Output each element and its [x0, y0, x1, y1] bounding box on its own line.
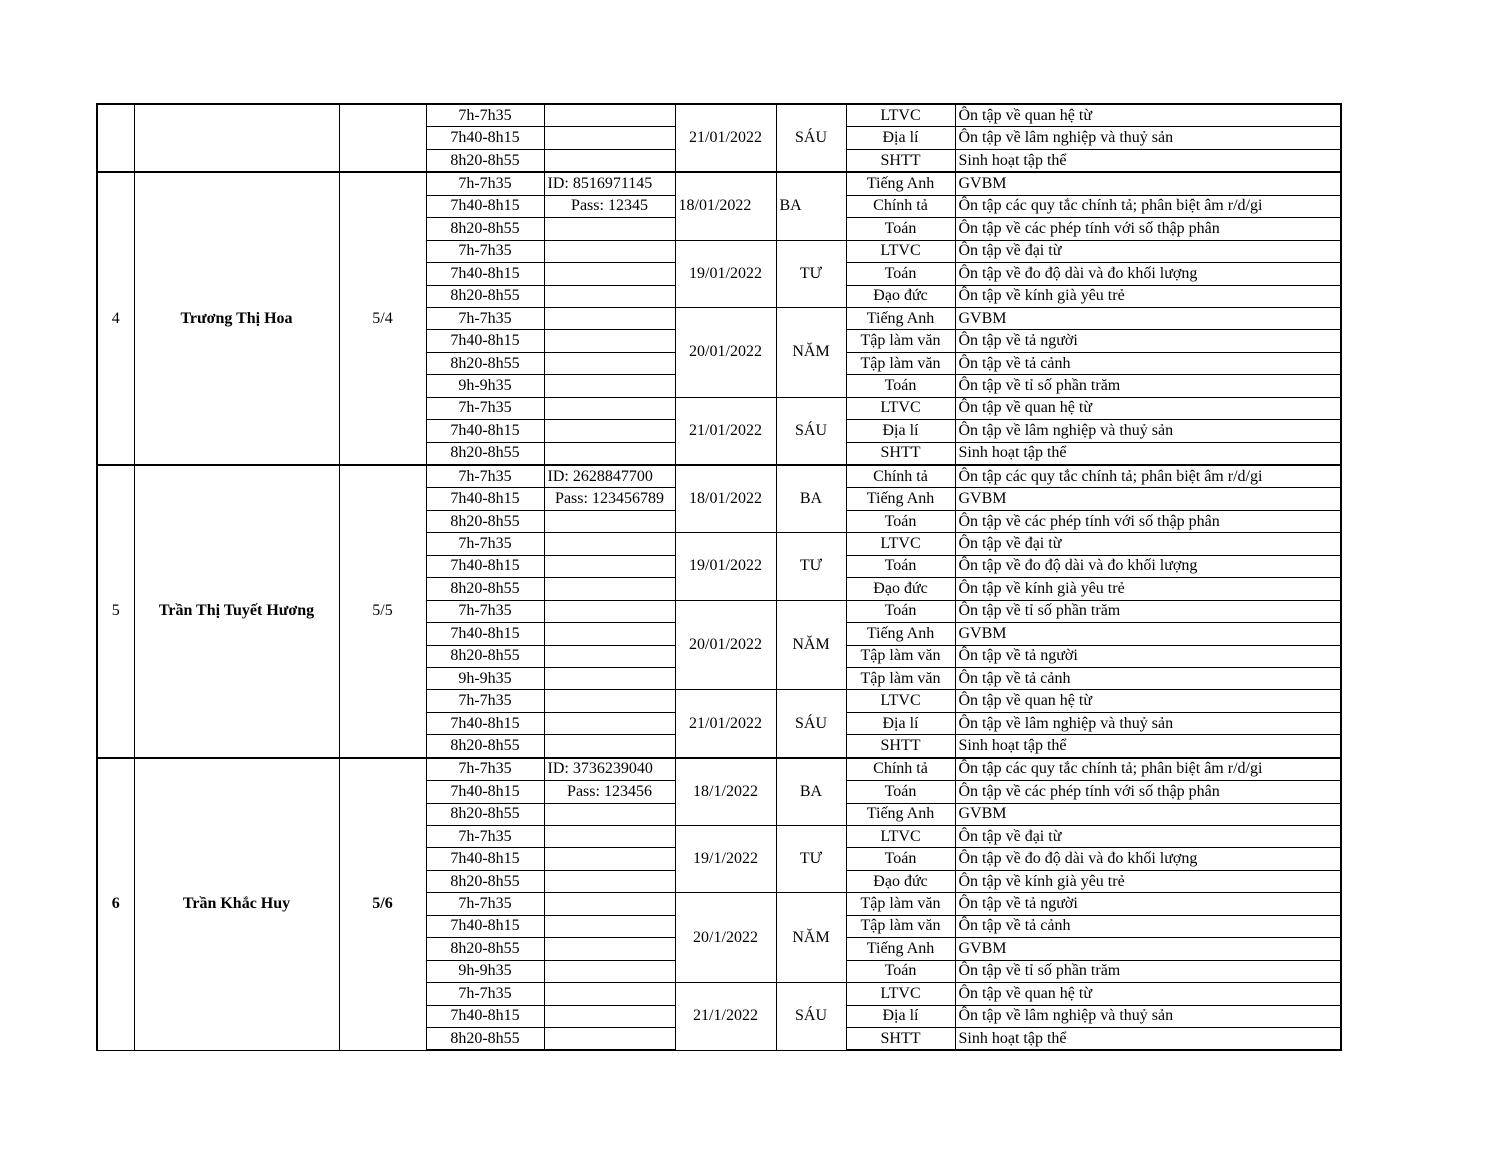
meeting-info-cell	[544, 938, 675, 960]
subject-cell: SHTT	[846, 149, 955, 172]
subject-cell: Tập làm văn	[846, 645, 955, 667]
lesson-content-cell: Ôn tập về lâm nghiệp và thuỷ sản	[955, 712, 1341, 734]
time-cell: 7h-7h35	[426, 307, 544, 329]
stt-cell: 6	[97, 758, 134, 1051]
teacher-name-cell: Trần Thị Tuyết Hương	[134, 465, 339, 758]
meeting-info-cell: Pass: 123456	[544, 781, 675, 803]
date-cell: 18/01/2022	[675, 465, 776, 533]
weekday-cell: BA	[776, 465, 846, 533]
meeting-info-cell	[544, 803, 675, 825]
subject-cell: Tiếng Anh	[846, 488, 955, 510]
date-cell: 19/01/2022	[675, 533, 776, 600]
subject-cell: Tiếng Anh	[846, 307, 955, 329]
lesson-content-cell: Ôn tập các quy tắc chính tả; phân biệt âm r/d/gi	[955, 465, 1341, 488]
lesson-content-cell: Ôn tập về các phép tính với số thập phân	[955, 510, 1341, 532]
meeting-info-cell	[544, 104, 675, 127]
meeting-info-cell	[544, 127, 675, 149]
lesson-content-cell: Ôn tập về kính già yêu trẻ	[955, 285, 1341, 307]
lesson-content-cell: Ôn tập về đại từ	[955, 533, 1341, 555]
meeting-info-cell	[544, 397, 675, 419]
lesson-content-cell: Ôn tập về lâm nghiệp và thuỷ sản	[955, 420, 1341, 442]
time-cell: 7h40-8h15	[426, 848, 544, 870]
table-row	[97, 465, 1341, 488]
time-cell: 8h20-8h55	[426, 218, 544, 240]
lesson-content-cell: GVBM	[955, 803, 1341, 825]
time-cell: 8h20-8h55	[426, 645, 544, 667]
meeting-info-cell	[544, 848, 675, 870]
subject-cell: Địa lí	[846, 1005, 955, 1027]
meeting-info-cell	[544, 375, 675, 397]
time-cell: 9h-9h35	[426, 375, 544, 397]
meeting-info-cell	[544, 893, 675, 915]
lesson-content-cell: Ôn tập về tả cảnh	[955, 352, 1341, 374]
time-cell: 7h40-8h15	[426, 330, 544, 352]
class-cell: 5/4	[339, 172, 426, 465]
time-cell: 8h20-8h55	[426, 938, 544, 960]
time-cell: 7h-7h35	[426, 172, 544, 195]
time-cell: 7h-7h35	[426, 465, 544, 488]
date-cell: 21/01/2022	[675, 104, 776, 172]
subject-cell: Địa lí	[846, 420, 955, 442]
time-cell: 7h40-8h15	[426, 555, 544, 577]
time-cell: 7h40-8h15	[426, 195, 544, 217]
meeting-info-cell: Pass: 123456789	[544, 488, 675, 510]
teacher-name-cell: Trần Khắc Huy	[134, 758, 339, 1051]
date-cell: 20/1/2022	[675, 893, 776, 983]
subject-cell: Tập làm văn	[846, 352, 955, 374]
meeting-info-cell	[544, 352, 675, 374]
time-cell: 7h40-8h15	[426, 1005, 544, 1027]
time-cell: 7h-7h35	[426, 240, 544, 262]
subject-cell: LTVC	[846, 104, 955, 127]
lesson-content-cell: Ôn tập về đại từ	[955, 826, 1341, 848]
weekday-cell: TƯ	[776, 826, 846, 893]
meeting-info-cell	[544, 915, 675, 937]
lesson-content-cell: Ôn tập các quy tắc chính tả; phân biệt âm r/d/gi	[955, 195, 1341, 217]
subject-cell: Tiếng Anh	[846, 172, 955, 195]
lesson-content-cell: Ôn tập về tả người	[955, 893, 1341, 915]
lesson-content-cell: Ôn tập các quy tắc chính tả; phân biệt âm r/d/gi	[955, 758, 1341, 781]
lesson-content-cell: Ôn tập về các phép tính với số thập phân	[955, 218, 1341, 240]
weekday-cell: BA	[776, 172, 846, 240]
meeting-info-cell	[544, 149, 675, 172]
schedule-body	[97, 104, 1341, 1050]
lesson-content-cell: Ôn tập về tỉ số phần trăm	[955, 960, 1341, 982]
meeting-info-cell	[544, 1027, 675, 1050]
meeting-info-cell	[544, 263, 675, 285]
subject-cell: Tập làm văn	[846, 330, 955, 352]
weekday-cell: NĂM	[776, 893, 846, 983]
weekday-cell: NĂM	[776, 307, 846, 397]
meeting-info-cell	[544, 1005, 675, 1027]
lesson-content-cell: Ôn tập về tả người	[955, 330, 1341, 352]
weekday-cell: NĂM	[776, 600, 846, 690]
lesson-content-cell: Ôn tập về tỉ số phần trăm	[955, 600, 1341, 622]
schedule-table	[96, 103, 1342, 1051]
time-cell: 7h-7h35	[426, 758, 544, 781]
weekday-cell: SÁU	[776, 690, 846, 758]
meeting-info-cell	[544, 578, 675, 600]
subject-cell: Chính tả	[846, 758, 955, 781]
lesson-content-cell: Ôn tập về đo độ dài và đo khối lượng	[955, 555, 1341, 577]
time-cell: 8h20-8h55	[426, 735, 544, 758]
table-row	[97, 758, 1341, 781]
lesson-content-cell: Ôn tập về đo độ dài và đo khối lượng	[955, 848, 1341, 870]
date-cell: 21/1/2022	[675, 983, 776, 1051]
subject-cell: LTVC	[846, 983, 955, 1005]
subject-cell: Địa lí	[846, 127, 955, 149]
date-cell: 20/01/2022	[675, 600, 776, 690]
meeting-info-cell	[544, 645, 675, 667]
time-cell: 8h20-8h55	[426, 442, 544, 465]
time-cell: 7h40-8h15	[426, 712, 544, 734]
lesson-content-cell: Ôn tập về tỉ số phần trăm	[955, 375, 1341, 397]
date-cell: 18/1/2022	[675, 758, 776, 826]
lesson-content-cell: Ôn tập về kính già yêu trẻ	[955, 578, 1341, 600]
stt-cell: 5	[97, 465, 134, 758]
meeting-info-cell	[544, 330, 675, 352]
subject-cell: LTVC	[846, 240, 955, 262]
subject-cell: Tiếng Anh	[846, 623, 955, 645]
meeting-info-cell	[544, 555, 675, 577]
time-cell: 9h-9h35	[426, 667, 544, 689]
subject-cell: Tiếng Anh	[846, 938, 955, 960]
subject-cell: Chính tả	[846, 195, 955, 217]
subject-cell: Tập làm văn	[846, 915, 955, 937]
time-cell: 8h20-8h55	[426, 510, 544, 532]
meeting-info-cell: Pass: 12345	[544, 195, 675, 217]
stt-cell	[97, 104, 134, 172]
time-cell: 8h20-8h55	[426, 149, 544, 172]
subject-cell: Tập làm văn	[846, 667, 955, 689]
lesson-content-cell: GVBM	[955, 307, 1341, 329]
meeting-info-cell: ID: 3736239040	[544, 758, 675, 781]
time-cell: 7h40-8h15	[426, 263, 544, 285]
meeting-info-cell	[544, 960, 675, 982]
subject-cell: Địa lí	[846, 712, 955, 734]
subject-cell: Toán	[846, 848, 955, 870]
subject-cell: SHTT	[846, 735, 955, 758]
lesson-content-cell: Sinh hoạt tập thể	[955, 735, 1341, 758]
time-cell: 7h-7h35	[426, 893, 544, 915]
meeting-info-cell	[544, 307, 675, 329]
time-cell: 7h40-8h15	[426, 420, 544, 442]
lesson-content-cell: Ôn tập về tả cảnh	[955, 915, 1341, 937]
meeting-info-cell	[544, 690, 675, 712]
time-cell: 7h-7h35	[426, 826, 544, 848]
lesson-content-cell: Ôn tập về các phép tính với số thập phân	[955, 781, 1341, 803]
meeting-info-cell	[544, 533, 675, 555]
date-cell: 21/01/2022	[675, 690, 776, 758]
lesson-content-cell: Sinh hoạt tập thể	[955, 149, 1341, 172]
time-cell: 7h-7h35	[426, 533, 544, 555]
lesson-content-cell: Ôn tập về đo độ dài và đo khối lượng	[955, 263, 1341, 285]
meeting-info-cell	[544, 510, 675, 532]
weekday-cell: TƯ	[776, 533, 846, 600]
date-cell: 19/01/2022	[675, 240, 776, 307]
subject-cell: Toán	[846, 555, 955, 577]
lesson-content-cell: Sinh hoạt tập thể	[955, 442, 1341, 465]
lesson-content-cell: GVBM	[955, 172, 1341, 195]
subject-cell: LTVC	[846, 397, 955, 419]
lesson-content-cell: GVBM	[955, 938, 1341, 960]
subject-cell: Đạo đức	[846, 578, 955, 600]
lesson-content-cell: Ôn tập về quan hệ từ	[955, 690, 1341, 712]
meeting-info-cell	[544, 442, 675, 465]
meeting-info-cell	[544, 420, 675, 442]
time-cell: 8h20-8h55	[426, 870, 544, 892]
meeting-info-cell	[544, 218, 675, 240]
lesson-content-cell: Ôn tập về đại từ	[955, 240, 1341, 262]
lesson-content-cell: Ôn tập về tả cảnh	[955, 667, 1341, 689]
date-cell: 18/01/2022	[675, 172, 776, 240]
time-cell: 8h20-8h55	[426, 352, 544, 374]
lesson-content-cell: GVBM	[955, 488, 1341, 510]
subject-cell: SHTT	[846, 442, 955, 465]
meeting-info-cell	[544, 712, 675, 734]
time-cell: 7h40-8h15	[426, 127, 544, 149]
class-cell	[339, 104, 426, 172]
subject-cell: Toán	[846, 960, 955, 982]
table-row	[97, 104, 1341, 127]
lesson-content-cell: Sinh hoạt tập thể	[955, 1027, 1341, 1050]
time-cell: 7h40-8h15	[426, 915, 544, 937]
weekday-cell: BA	[776, 758, 846, 826]
subject-cell: Toán	[846, 600, 955, 622]
subject-cell: Toán	[846, 263, 955, 285]
weekday-cell: SÁU	[776, 104, 846, 172]
subject-cell: Đạo đức	[846, 285, 955, 307]
meeting-info-cell	[544, 240, 675, 262]
subject-cell: LTVC	[846, 533, 955, 555]
stt-cell: 4	[97, 172, 134, 465]
subject-cell: Tập làm văn	[846, 893, 955, 915]
lesson-content-cell: Ôn tập về quan hệ từ	[955, 983, 1341, 1005]
meeting-info-cell	[544, 623, 675, 645]
meeting-info-cell	[544, 870, 675, 892]
time-cell: 7h-7h35	[426, 983, 544, 1005]
teacher-name-cell: Trương Thị Hoa	[134, 172, 339, 465]
date-cell: 19/1/2022	[675, 826, 776, 893]
meeting-info-cell	[544, 667, 675, 689]
time-cell: 9h-9h35	[426, 960, 544, 982]
meeting-info-cell	[544, 983, 675, 1005]
lesson-content-cell: Ôn tập về lâm nghiệp và thuỷ sản	[955, 1005, 1341, 1027]
weekday-cell: SÁU	[776, 397, 846, 465]
subject-cell: Tiếng Anh	[846, 803, 955, 825]
lesson-content-cell: Ôn tập về kính già yêu trẻ	[955, 870, 1341, 892]
time-cell: 8h20-8h55	[426, 578, 544, 600]
subject-cell: Toán	[846, 218, 955, 240]
time-cell: 7h-7h35	[426, 690, 544, 712]
subject-cell: Toán	[846, 375, 955, 397]
time-cell: 8h20-8h55	[426, 1027, 544, 1050]
weekday-cell: TƯ	[776, 240, 846, 307]
class-cell: 5/5	[339, 465, 426, 758]
time-cell: 7h40-8h15	[426, 488, 544, 510]
table-row	[97, 172, 1341, 195]
time-cell: 7h40-8h15	[426, 781, 544, 803]
weekday-cell: SÁU	[776, 983, 846, 1051]
time-cell: 8h20-8h55	[426, 285, 544, 307]
lesson-content-cell: Ôn tập về lâm nghiệp và thuỷ sản	[955, 127, 1341, 149]
subject-cell: Toán	[846, 781, 955, 803]
meeting-info-cell: ID: 2628847700	[544, 465, 675, 488]
subject-cell: LTVC	[846, 690, 955, 712]
subject-cell: Đạo đức	[846, 870, 955, 892]
class-cell: 5/6	[339, 758, 426, 1051]
date-cell: 20/01/2022	[675, 307, 776, 397]
meeting-info-cell	[544, 735, 675, 758]
subject-cell: LTVC	[846, 826, 955, 848]
lesson-content-cell: Ôn tập về tả người	[955, 645, 1341, 667]
subject-cell: Toán	[846, 510, 955, 532]
lesson-content-cell: Ôn tập về quan hệ từ	[955, 397, 1341, 419]
meeting-info-cell	[544, 600, 675, 622]
meeting-info-cell: ID: 8516971145	[544, 172, 675, 195]
meeting-info-cell	[544, 826, 675, 848]
teacher-name-cell	[134, 104, 339, 172]
time-cell: 7h40-8h15	[426, 623, 544, 645]
time-cell: 8h20-8h55	[426, 803, 544, 825]
lesson-content-cell: Ôn tập về quan hệ từ	[955, 104, 1341, 127]
time-cell: 7h-7h35	[426, 104, 544, 127]
time-cell: 7h-7h35	[426, 397, 544, 419]
subject-cell: Chính tả	[846, 465, 955, 488]
date-cell: 21/01/2022	[675, 397, 776, 465]
lesson-content-cell: GVBM	[955, 623, 1341, 645]
subject-cell: SHTT	[846, 1027, 955, 1050]
meeting-info-cell	[544, 285, 675, 307]
time-cell: 7h-7h35	[426, 600, 544, 622]
